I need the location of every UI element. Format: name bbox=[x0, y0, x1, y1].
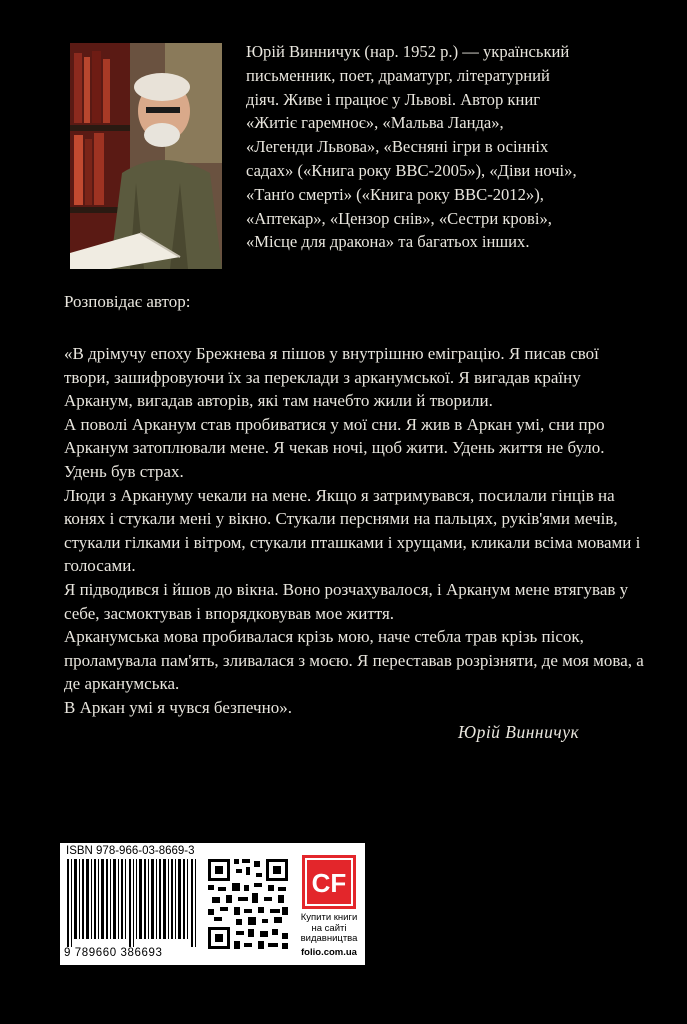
logo-text: CF bbox=[311, 868, 347, 898]
bio-line: Юрій Винничук (нар. 1952 р.) — український bbox=[246, 42, 570, 61]
author-photo bbox=[70, 43, 222, 269]
barcode-icon bbox=[65, 859, 201, 947]
quote-intro: Розповідає автор: bbox=[64, 292, 191, 311]
author-bio bbox=[246, 40, 651, 254]
bio-line: «Легенди Львова», «Весняні ігри в осінніх bbox=[246, 137, 549, 157]
buy-books-text: Купити книги на сайті видавництва bbox=[300, 912, 358, 944]
barcode-digits: 9 789660 386693 bbox=[64, 947, 163, 959]
author-quote bbox=[64, 342, 646, 720]
quote-paragraph: Люди з Аркануму чекали на мене. Якщо я затримувався, посилали гінців на конях і стукали мені у вікно. Стукали перснями на пальцях, руків'ями мечів, стукали гілками і вітром, стукали пташками і хрущами, кликали всіма мовами і голосами. bbox=[64, 485, 641, 576]
quote-paragraph: Я підводився і йшов до вікна. Воно розчахувалося, і Арканум мене втягував у себе, засмоктував і впорядковував мое життя. bbox=[64, 579, 629, 623]
quote-paragraph: А поволі Арканум став пробиватися у мої сни. Я жив в Аркан умі, сни про Арканум затоплювали мене. Я чекав ночі, щоб жити. Удень життя не було. Удень був страх. bbox=[64, 414, 605, 481]
bio-line: «Танґо смерті» («Книга року ВВС-2012»), bbox=[246, 184, 544, 204]
author-signature: Юрій Винничук bbox=[458, 722, 580, 742]
publisher-logo bbox=[302, 855, 356, 909]
quote-paragraph: Арканумська мова пробивалася крізь мою, наче стебла трав крізь пісок, проламувала пам'ять, зливалася з моєю. Я переставав розрізняти, де моя мова, а де арканумська. bbox=[64, 627, 644, 694]
bio-line: «Місце для дракона» та багатьох інших. bbox=[246, 232, 530, 252]
bio-line: садах» («Книга року ВВС-2005»), «Діви ночі», bbox=[246, 160, 577, 180]
bio-line: письменник, поет, драматург, літературний bbox=[246, 65, 550, 85]
qr-code-icon bbox=[208, 857, 288, 951]
isbn-text: ISBN 978-966-03-8669-3 bbox=[66, 845, 195, 857]
quote-paragraph: В Аркан умі я чувся безпечно». bbox=[64, 697, 292, 717]
bio-line: «Аптекар», «Цензор снів», «Сестри крові», bbox=[246, 208, 552, 228]
isbn-label bbox=[60, 843, 365, 965]
publisher-site-link[interactable]: folio.com.ua bbox=[301, 947, 357, 958]
bio-line: «Житіє гаремноє», «Мальва Ланда», bbox=[246, 113, 504, 133]
bio-line: діяч. Живе і працює у Львові. Автор книг bbox=[246, 89, 541, 109]
quote-paragraph: «В дрімучу епоху Брежнева я пішов у внутрішню еміграцію. Я писав свої твори, зашифровуючи їх за переклади з арканумської. Я вигадав країну Арканум, вигадав авторів, які там начебто жили й творили. bbox=[64, 344, 599, 411]
